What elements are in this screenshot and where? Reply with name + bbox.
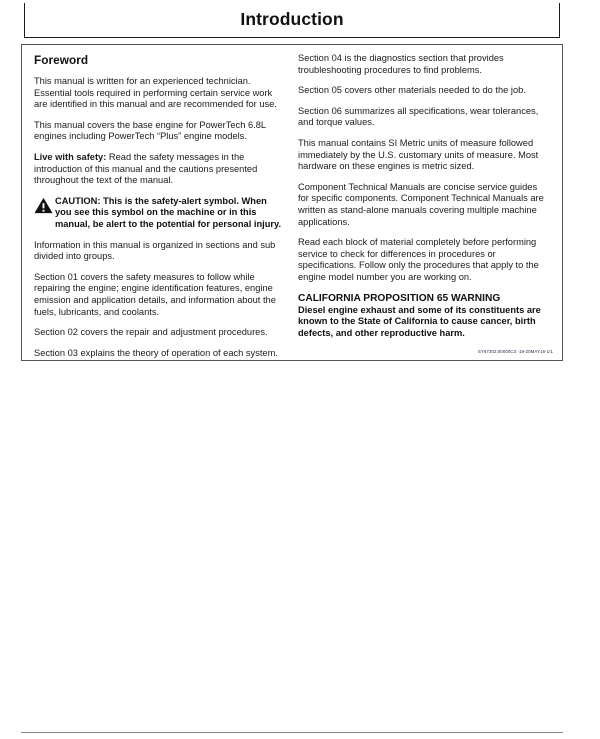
safety-alert-triangle-icon <box>34 197 53 214</box>
caution-text: CAUTION: This is the safety-alert symbol. When you see this symbol on the machine or in this manual, be alert to the potential for personal injury. <box>55 195 282 229</box>
running-head-box <box>24 3 560 38</box>
caution-block <box>34 196 283 231</box>
live-with-safety-paragraph <box>34 152 283 187</box>
paragraph: This manual is written for an experienced technician. Essential tools required in performing certain service work are identified in this manual and are recommended for use. <box>34 76 277 110</box>
paragraph: Section 02 covers the repair and adjustment procedures. <box>34 327 268 338</box>
paragraph: This manual covers the base engine for PowerTech 6.8L engines including PowerTech “Plus” engine models. <box>34 119 266 142</box>
paragraph: This manual contains SI Metric units of measure followed immediately by the U.S. customary units of measure. Most hardware on these engines is metric sized. <box>298 137 539 172</box>
content-box <box>21 44 563 361</box>
two-column-layout <box>22 45 562 360</box>
paragraph: Read each block of material completely before performing service to check for differences in procedures or specifications. Follow only the procedures that apply to the engine model number you are working on. <box>298 237 539 282</box>
page-title: Introduction <box>240 9 344 29</box>
paragraph: Section 03 explains the theory of operation of each system. <box>34 347 278 358</box>
proposition-65-body: Diesel engine exhaust and some of its constituents are known to the State of California to cause cancer, birth defects, and other reproductive harm. <box>298 304 541 338</box>
left-column <box>34 53 283 359</box>
paragraph: Section 05 covers other materials needed to do the job. <box>298 85 526 96</box>
live-with-safety-rest: Read the safety messages in the introduction of this manual and the cautions presented throughout the text of the manual. <box>34 151 258 186</box>
footer-divider <box>21 732 563 733</box>
california-proposition-65-warning <box>298 293 547 340</box>
proposition-65-title: CALIFORNIA PROPOSITION 65 WARNING <box>298 292 501 304</box>
paragraph: Section 04 is the diagnostics section that provides troubleshooting procedures to find problems. <box>298 53 504 75</box>
paragraph: Component Technical Manuals are concise service guides for specific components. Component Technical Manuals are written as stand-alone manuals covering multiple machine applications. <box>298 181 544 227</box>
paragraph: Information in this manual is organized in sections and sub divided into groups. <box>34 239 276 262</box>
paragraph: Section 01 covers the safety measures to follow while repairing the engine; engine identification features, engine emission and application details, and information about the fuels, lubricants, and coolants. <box>34 271 276 317</box>
live-with-safety-lead: Live with safety: <box>34 151 107 162</box>
document-reference-code: SY67302,00000C3 -19-20MAY16-1/1 <box>477 349 553 354</box>
paragraph: Section 06 summarizes all specifications, wear tolerances, and torque values. <box>298 105 539 128</box>
right-column <box>298 53 547 339</box>
foreword-heading: Foreword <box>34 53 89 67</box>
